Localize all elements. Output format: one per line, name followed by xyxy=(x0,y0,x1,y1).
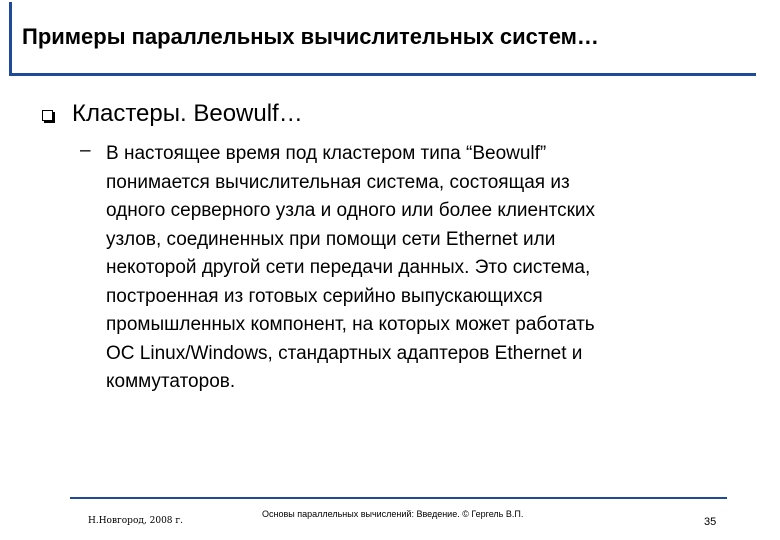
body-line: построенная из готовых серийно выпускающихся xyxy=(106,285,543,307)
slide-title: Примеры параллельных вычислительных систем… xyxy=(22,24,599,49)
list-dash: – xyxy=(80,140,91,161)
footer-location-date: Н.Новгород, 2008 г. xyxy=(88,516,183,526)
body-line: В настоящее время под кластером типа “Beowulf” xyxy=(106,143,547,164)
footer-rule xyxy=(70,497,727,499)
page-number: 35 xyxy=(704,516,717,528)
body-line: ОС Linux/Windows, стандартных адаптеров Ethernet и xyxy=(106,342,583,364)
title-underline-rule xyxy=(9,73,756,76)
section-heading: Кластеры. Beowulf… xyxy=(72,100,303,127)
body-line: некоторой другой сети передачи данных. Это система, xyxy=(106,257,591,278)
body-line: промышленных компонент, на которых может работать xyxy=(106,314,595,335)
square-bullet-icon xyxy=(42,110,53,121)
body-line: понимается вычислительная система, состоящая из xyxy=(106,171,570,193)
body-line: узлов, соединенных при помощи сети Ethernet или xyxy=(106,228,556,250)
title-left-rule xyxy=(9,2,12,76)
footer-course-credit: Основы параллельных вычислений: Введение. © Гергель В.П. xyxy=(262,509,524,519)
body-paragraph xyxy=(106,140,746,397)
body-line: одного серверного узла и одного или более клиентских xyxy=(106,200,596,221)
body-line: коммутаторов. xyxy=(106,371,236,392)
